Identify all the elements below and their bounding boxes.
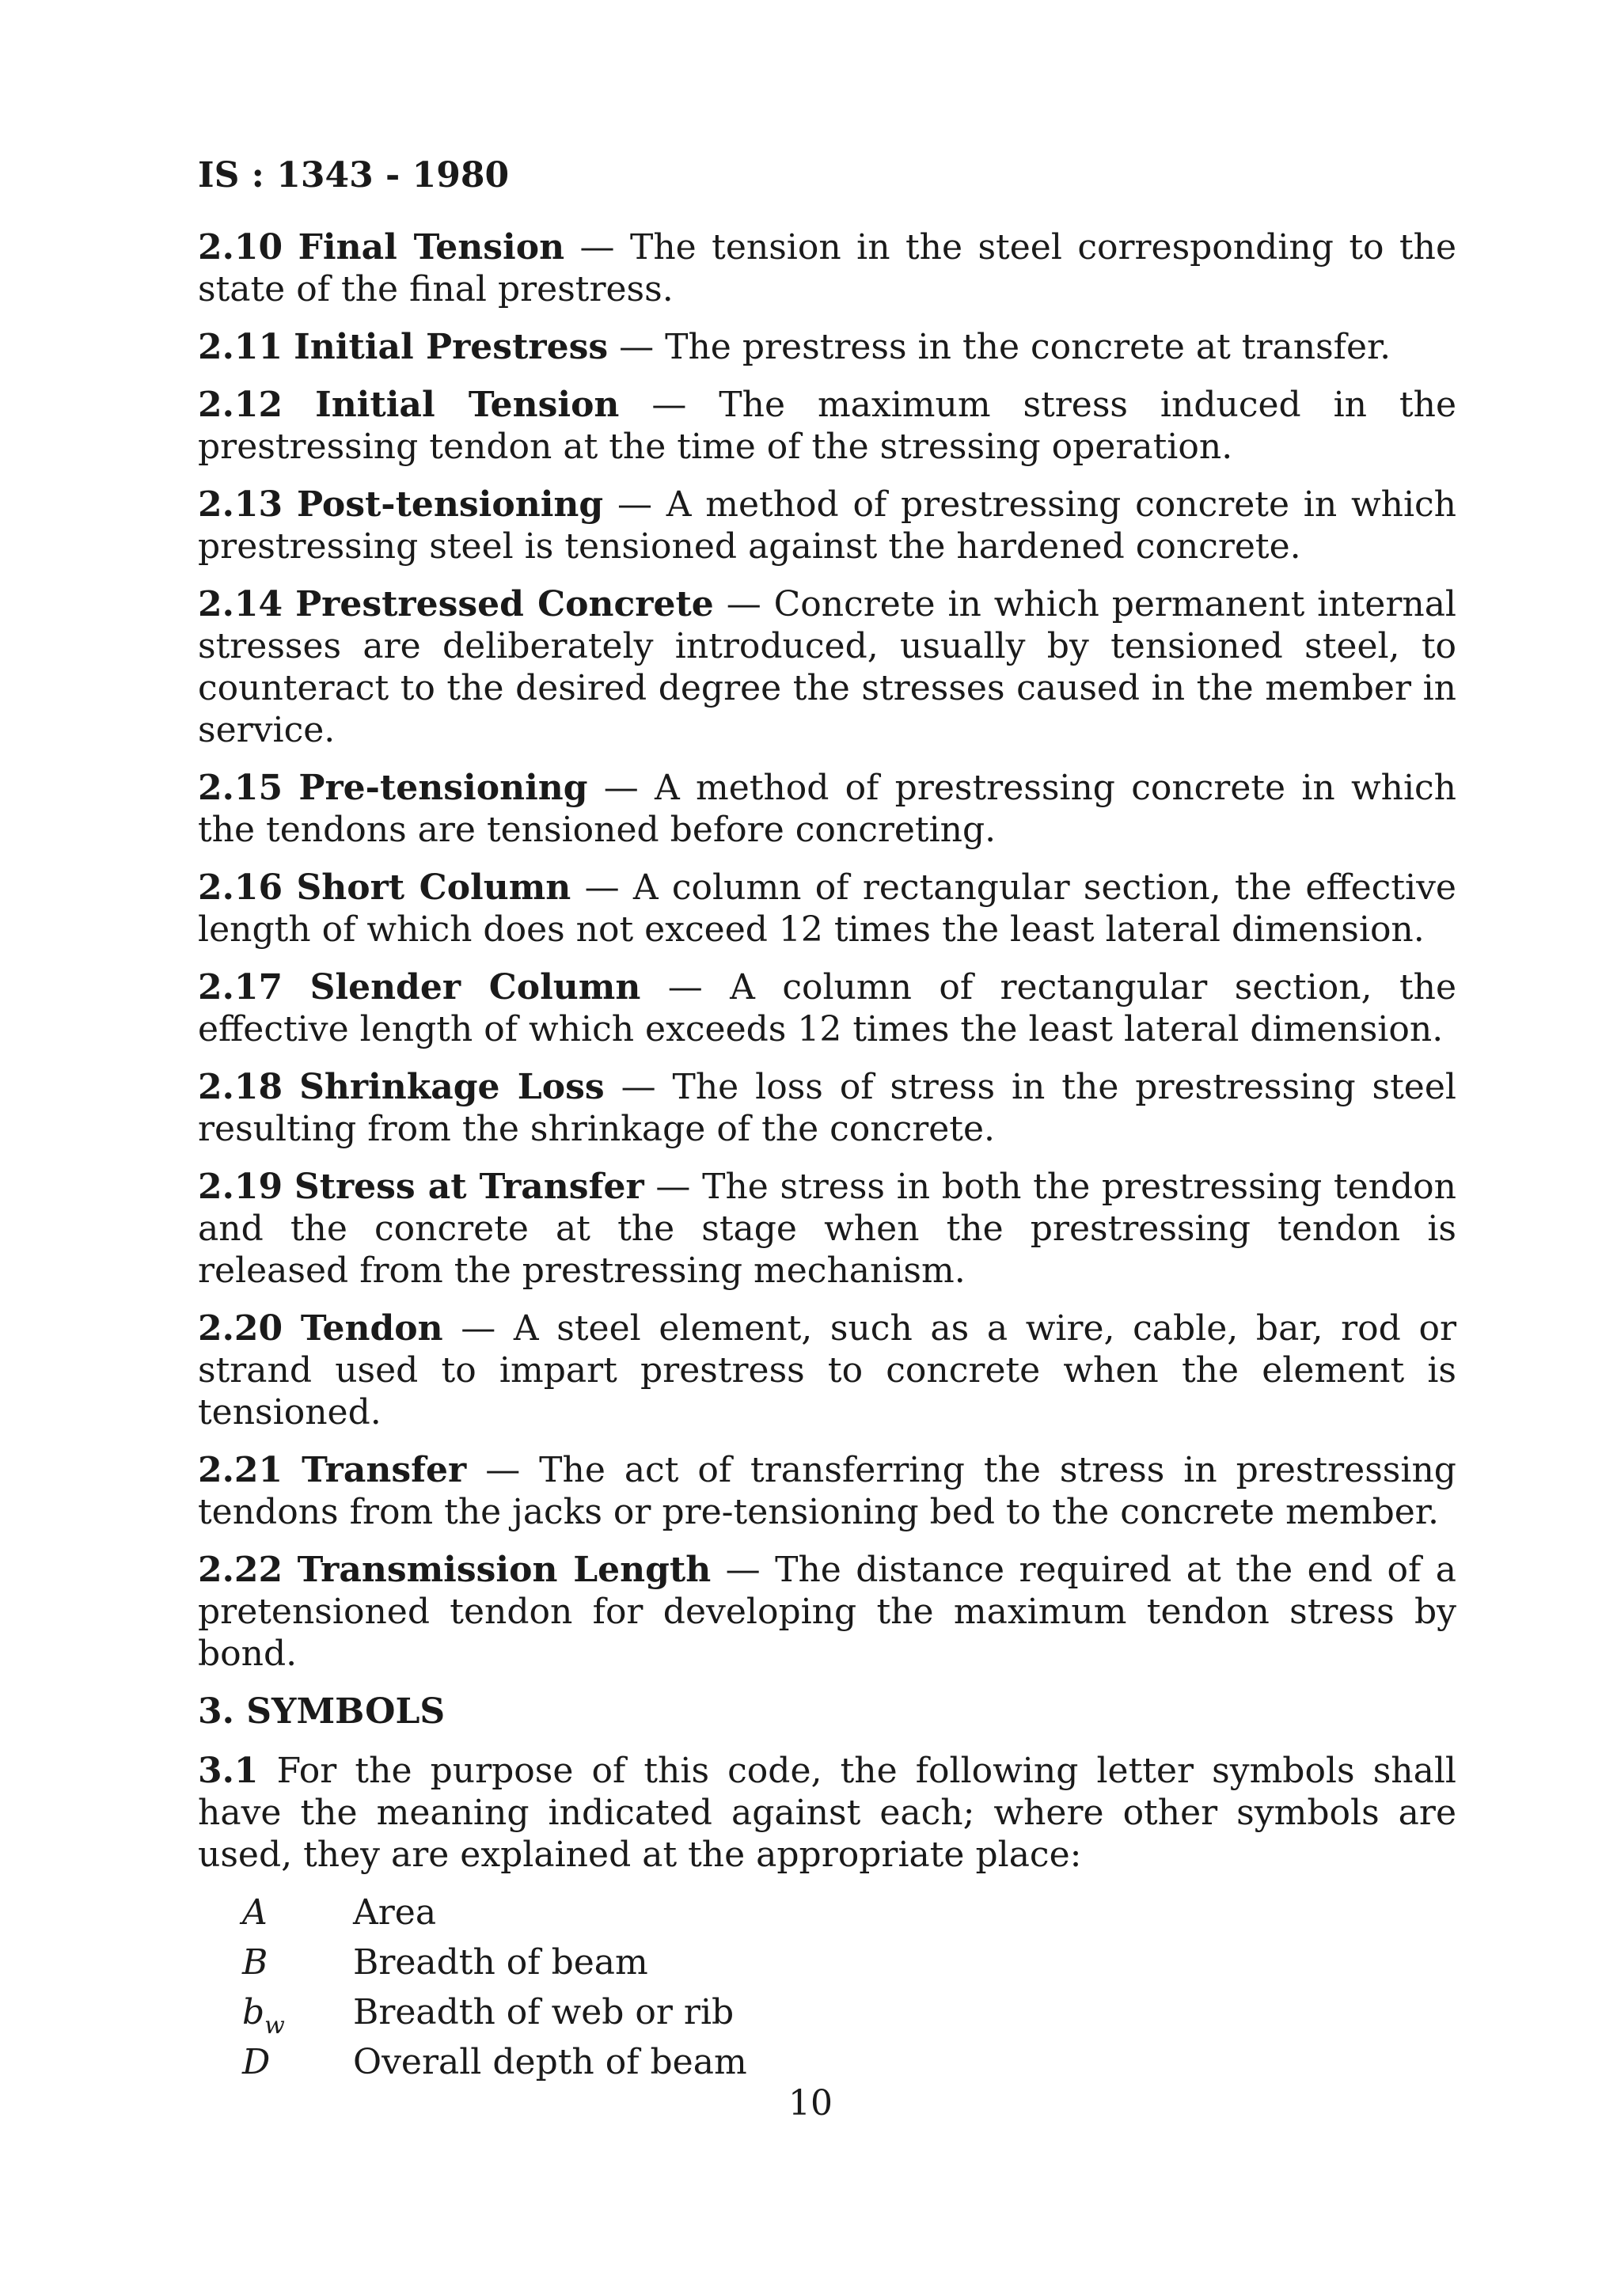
clause-dash: — [584, 867, 620, 908]
clause-number: 2.21 [198, 1450, 283, 1490]
clause-text: The maximum stress induced in the prestressing tendon at the time of the stressing operation. [198, 385, 1456, 467]
section-heading-symbols: 3. SYMBOLS [198, 1691, 446, 1732]
clause-number: 2.16 [198, 867, 283, 908]
clause-text: A method of prestressing concrete in which prestressing steel is tensioned against the hardened concrete. [198, 484, 1456, 567]
clause-number: 2.20 [198, 1308, 283, 1349]
symbol-base: D [242, 2042, 271, 2082]
symbol-subscript: w [264, 2012, 285, 2040]
clause-term: Slender Column [309, 967, 641, 1008]
clause-2-15 [198, 767, 1456, 851]
clause-dash: — [667, 967, 703, 1008]
clause-2-21 [198, 1449, 1456, 1533]
clause-2-10 [198, 226, 1456, 310]
clause-term: Tendon [300, 1308, 443, 1349]
clause-text: A method of prestressing concrete in which the tendons are tensioned before concreting. [198, 768, 1456, 850]
clause-number: 2.14 [198, 584, 283, 624]
clause-2-17 [198, 966, 1456, 1050]
clause-dash: — [651, 385, 687, 425]
clause-2-16 [198, 867, 1456, 951]
clause-2-11 [198, 326, 1456, 368]
symbol-list [198, 1892, 1456, 2091]
clause-dash: — [726, 584, 761, 624]
symbol-letter [198, 1892, 353, 1934]
clause-dash: — [461, 1308, 496, 1349]
clause-text: The act of transferring the stress in prestressing tendons from the jacks or pre-tensioning bed to the concrete member. [198, 1450, 1456, 1532]
clause-term: Shrinkage Loss [299, 1067, 605, 1107]
clause-term: Post-tensioning [296, 484, 604, 525]
clause-term: Transmission Length [297, 1550, 712, 1590]
clause-text: The stress in both the prestressing tendon and the concrete at the stage when the prestressing tendon is released from the prestressing mechanism. [198, 1167, 1456, 1291]
clause-2-19 [198, 1166, 1456, 1292]
clause-term: Prestressed Concrete [295, 584, 714, 624]
clause-text: A column of rectangular section, the effective length of which exceeds 12 times the least lateral dimension. [198, 967, 1456, 1049]
clause-term: Short Column [296, 867, 571, 908]
page-number: 10 [788, 2083, 833, 2123]
clause-text: A steel element, such as a wire, cable, bar, rod or strand used to impart prestress to concrete when the element is tensioned. [198, 1308, 1456, 1433]
clause-number: 3.1 [198, 1751, 259, 1791]
clause-term: Transfer [302, 1450, 467, 1490]
clause-dash: — [725, 1550, 761, 1590]
clause-dash: — [603, 768, 639, 808]
clause-term: Final Tension [298, 227, 565, 268]
clause-dash: — [485, 1450, 521, 1490]
clause-number: 2.10 [198, 227, 283, 268]
clause-2-14 [198, 583, 1456, 751]
clause-2-13 [198, 484, 1456, 567]
symbol-meaning: Breadth of web or rib [353, 1992, 735, 2032]
clause-dash: — [655, 1167, 691, 1207]
clause-text: For the purpose of this code, the following letter symbols shall have the meaning indicated against each; where other symbols are used, they are explained at the appropriate place: [198, 1751, 1456, 1875]
symbol-letter [198, 1941, 353, 1983]
clause-2-20 [198, 1307, 1456, 1433]
page-content [198, 226, 1456, 2091]
symbol-letter [198, 2041, 353, 2083]
clause-number: 2.11 [198, 327, 283, 367]
clause-dash: — [621, 1067, 656, 1107]
clause-text: Concrete in which permanent internal stresses are deliberately introduced, usually by tensioned steel, to counteract to the desired degree the stresses caused in the member in service. [198, 584, 1456, 750]
clause-dash: — [619, 327, 655, 367]
clause-dash: — [617, 484, 652, 525]
symbol-meaning: Breadth of beam [353, 1942, 648, 1983]
clause-number: 2.19 [198, 1167, 283, 1207]
symbol-base: B [242, 1942, 268, 1983]
symbol-row [198, 1941, 1456, 1991]
clause-term: Initial Prestress [294, 327, 609, 367]
symbol-row [198, 1892, 1456, 1941]
symbol-base: A [242, 1892, 268, 1933]
clause-2-12 [198, 384, 1456, 468]
clause-number: 2.15 [198, 768, 283, 808]
clause-number: 2.17 [198, 967, 283, 1008]
clause-text: A column of rectangular section, the effective length of which does not exceed 12 times the least lateral dimension. [198, 867, 1456, 950]
document-code-header: IS : 1343 - 1980 [198, 155, 510, 195]
clause-term: Stress at Transfer [294, 1167, 644, 1207]
clause-text: The distance required at the end of a pretensioned tendon for developing the maximum tendon stress by bond. [198, 1550, 1456, 1674]
clause-text: The tension in the steel corresponding to the state of the final prestress. [198, 227, 1456, 309]
clause-term: Initial Tension [315, 385, 620, 425]
symbol-meaning: Overall depth of beam [353, 2042, 747, 2082]
clause-text: The loss of stress in the prestressing steel resulting from the shrinkage of the concrete. [198, 1067, 1456, 1149]
symbol-base: b [242, 1992, 265, 2032]
symbol-meaning: Area [353, 1892, 437, 1933]
clause-term: Pre-tensioning [298, 768, 588, 808]
clause-dash: — [579, 227, 615, 268]
clause-number: 2.13 [198, 484, 283, 525]
clause-2-18 [198, 1066, 1456, 1150]
clause-2-22 [198, 1549, 1456, 1675]
symbol-row [198, 1991, 1456, 2041]
clause-number: 2.18 [198, 1067, 283, 1107]
symbol-letter [198, 1991, 353, 2047]
clause-number: 2.22 [198, 1550, 283, 1590]
clause-text: The prestress in the concrete at transfer. [665, 327, 1391, 367]
clause-3-1 [198, 1750, 1456, 1876]
clause-number: 2.12 [198, 385, 283, 425]
